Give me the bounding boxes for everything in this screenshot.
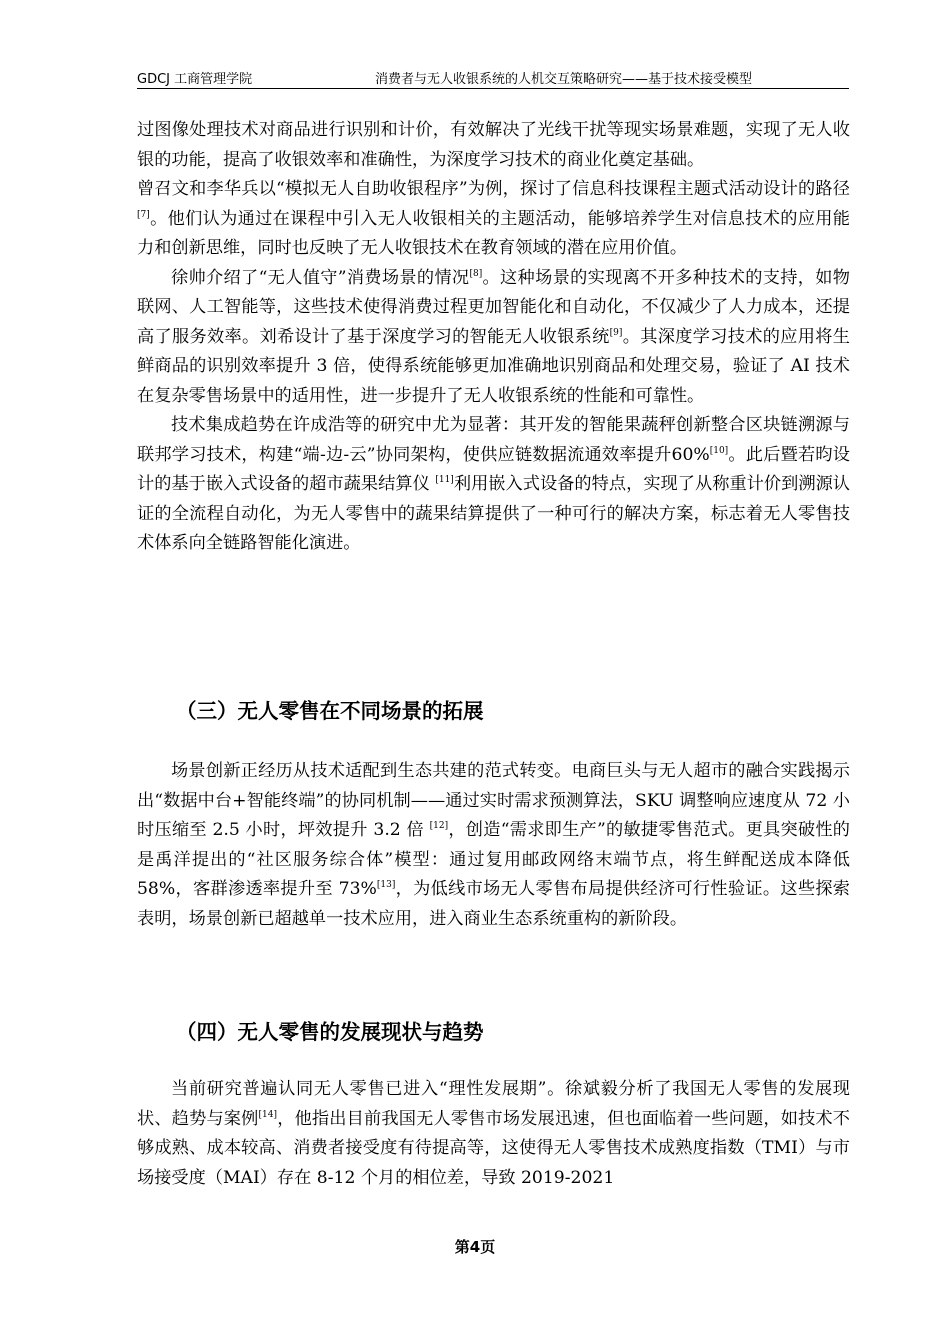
citation-ref: [10] [709,445,729,456]
page-number: 第4页 [454,1238,496,1256]
citation-ref: [14] [258,1109,278,1120]
paragraph: 技术集成趋势在许成浩等的研究中尤为显著：其开发的智能果蔬秤创新整合区块链溯源与联邦学习技术，构建“端-边-云”协同架构，使供应链数据流通效率提升60%[10]。此后暨若昀设计的基于嵌入式设备的超市蔬果结算仪 [11]利用嵌入式设备的特点，实现了从称重计价到溯源认证的全流程自动化，为无人零售中的蔬果结算提供了一种可行的解决方案，标志着无人零售技术体系向全链路智能化演进。 [137,415,850,553]
paragraph: 过图像处理技术对商品进行识别和计价，有效解决了光线干扰等现实场景难题，实现了无人收银的功能，提高了收银效率和准确性，为深度学习技术的商业化奠定基础。 [137,120,850,170]
header-paper-title: 消费者与无人收银系统的人机交互策略研究——基于技术接受模型 [375,72,753,87]
citation-ref: [12] [429,821,449,831]
section-heading-4: （四）无人零售的发展现状与趋势 [176,1020,484,1044]
paragraph: 场景创新正经历从技术适配到生态共建的范式转变。电商巨头与无人超市的融合实践揭示出“数据中台+智能终端”的协同机制——通过实时需求预测算法，SKU 调整响应速度从 72 小时压缩至 2.5 小时，坪效提升 3.2 倍 [12]，创造“需求即生产”的敏捷零售范式。更具突破性的是禹洋提出的“社区服务综合体”模型：通过复用邮政网络末端节点，将生鲜配送成本降低 58%，客群渗透率提升至 73%[13]，为低线市场无人零售布局提供经济可行性验证。这些探索表明，场景创新已超越单一技术应用，进入商业生态系统重构的新阶段。 [137,761,850,929]
body-text-section-3 [137,757,850,934]
running-header [137,66,849,89]
citation-ref: [8] [469,268,483,279]
paragraph: 当前研究普遍认同无人零售已进入“理性发展期”。徐斌毅分析了我国无人零售的发展现状、趋势与案例[14]，他指出目前我国无人零售市场发展迅速，但也面临着一些问题，如技术不够成熟、成本较高、消费者接受度有待提高等，这使得无人零售技术成熟度指数（TMI）与市场接受度（MAI）存在 8-12 个月的相位差，导致 2019-2021 [137,1079,850,1188]
paragraph: 徐帅介绍了“无人值守”消费场景的情况[8]。这种场景的实现离不开多种技术的支持，如物联网、人工智能等，这些技术使得消费过程更加智能化和自动化，不仅减少了人力成本，还提高了服务效率。刘希设计了基于深度学习的智能无人收银系统[9]。其深度学习技术的应用将生鲜商品的识别效率提升 3 倍，使得系统能够更加准确地识别商品和处理交易，验证了 AI 技术在复杂零售场景中的适用性，进一步提升了无人收银系统的性能和可靠性。 [137,267,850,406]
paragraph: 曾召文和李华兵以“模拟无人自助收银程序”为例，探讨了信息科技课程主题式活动设计的路径[7]。他们认为通过在课程中引入无人收银相关的主题活动，能够培养学生对信息技术的应用能力和创新思维，同时也反映了无人收银技术在教育领域的潜在应用价值。 [137,179,850,258]
section-heading-3: （三）无人零售在不同场景的拓展 [176,699,484,723]
header-institution: GDCJ 工商管理学院 [137,72,253,87]
citation-ref: [11] [435,475,454,485]
body-text-section-4 [137,1075,850,1193]
citation-ref: [9] [609,327,623,338]
citation-ref: [13] [376,880,396,890]
body-text-block-1 [137,116,850,559]
citation-ref: [7] [137,209,150,220]
